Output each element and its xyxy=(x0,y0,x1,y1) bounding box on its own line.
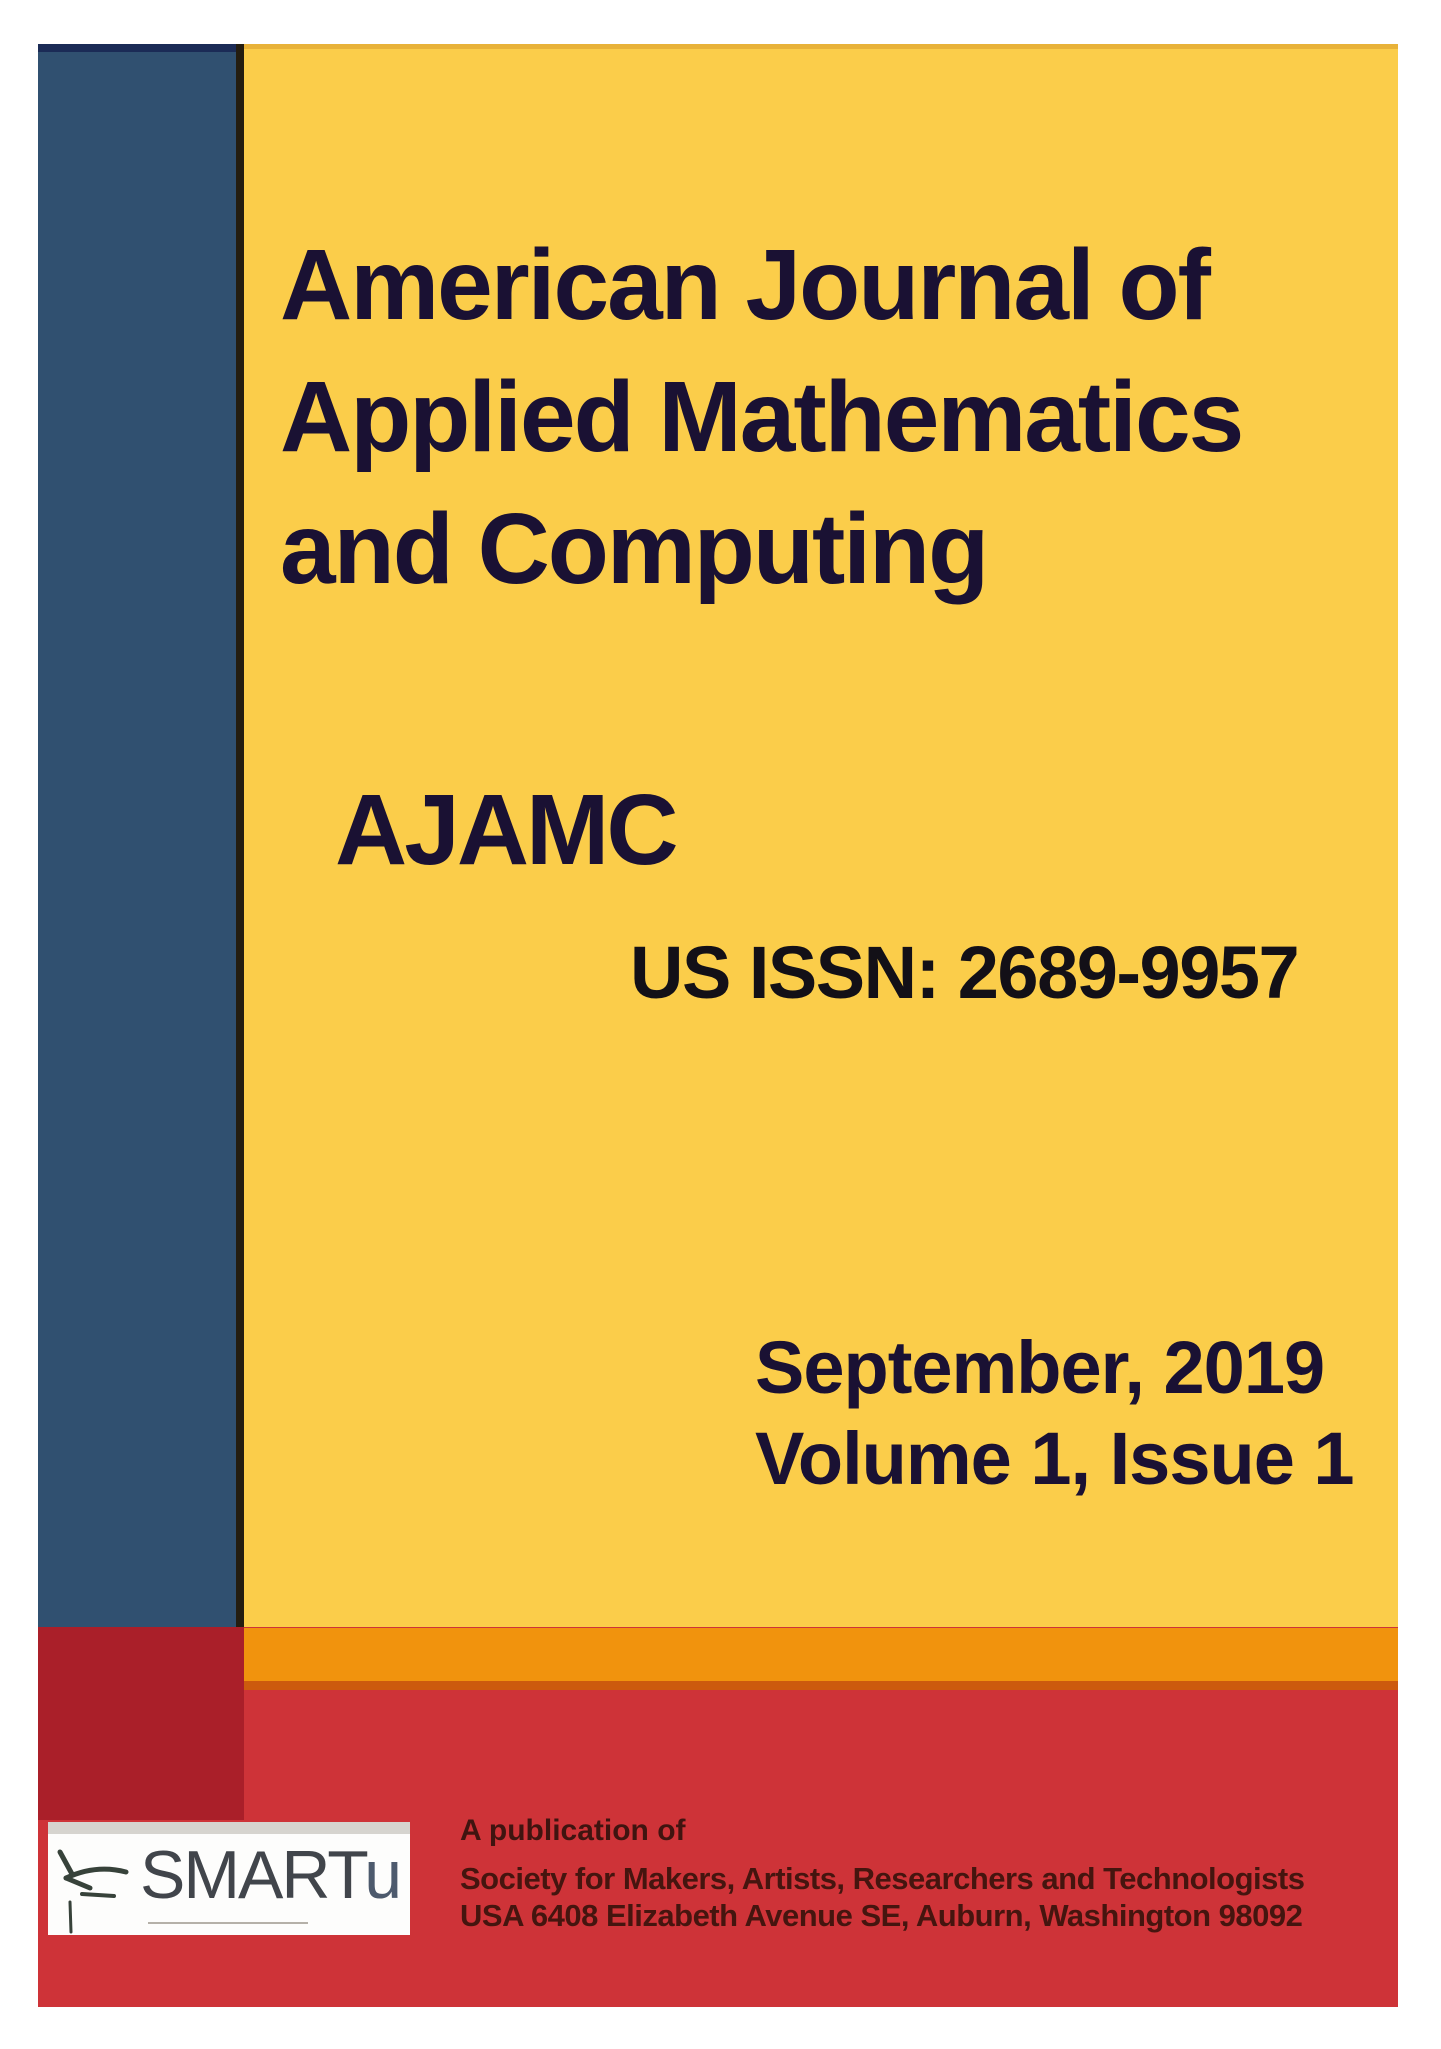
hand-drawn-arrow-icon xyxy=(52,1846,144,1938)
publisher-line3: USA 6408 Elizabeth Avenue SE, Auburn, Washington 98092 xyxy=(460,1898,1303,1933)
issn-number: US ISSN: 2689-9957 xyxy=(630,931,1299,1014)
logo-underline xyxy=(148,1922,308,1924)
publisher-logo-text xyxy=(140,1838,400,1912)
left-blue-band xyxy=(38,44,236,1627)
journal-title-line1: American Journal of xyxy=(280,229,1209,341)
publisher-line2: Society for Makers, Artists, Researchers and Technologists xyxy=(460,1861,1305,1896)
issue-info xyxy=(755,1322,1354,1504)
orange-accent-strip xyxy=(244,1628,1398,1681)
journal-title-line3: and Computing xyxy=(280,493,988,605)
logo-text-u: u xyxy=(364,1837,401,1913)
logo-text-main: SMART xyxy=(140,1837,365,1913)
publisher-logo-box xyxy=(48,1822,410,1935)
publisher-line1: A publication of xyxy=(460,1814,686,1847)
blue-yellow-divider xyxy=(236,44,244,1628)
journal-acronym: AJAMC xyxy=(335,774,676,886)
orange-accent-edge xyxy=(244,1681,1398,1690)
issue-volume: Volume 1, Issue 1 xyxy=(755,1417,1354,1500)
publisher-info xyxy=(460,1814,1370,1934)
issue-date: September, 2019 xyxy=(755,1326,1325,1409)
left-dark-red-band xyxy=(38,1627,244,1820)
journal-title xyxy=(280,219,1340,615)
journal-title-line2: Applied Mathematics xyxy=(280,361,1243,473)
